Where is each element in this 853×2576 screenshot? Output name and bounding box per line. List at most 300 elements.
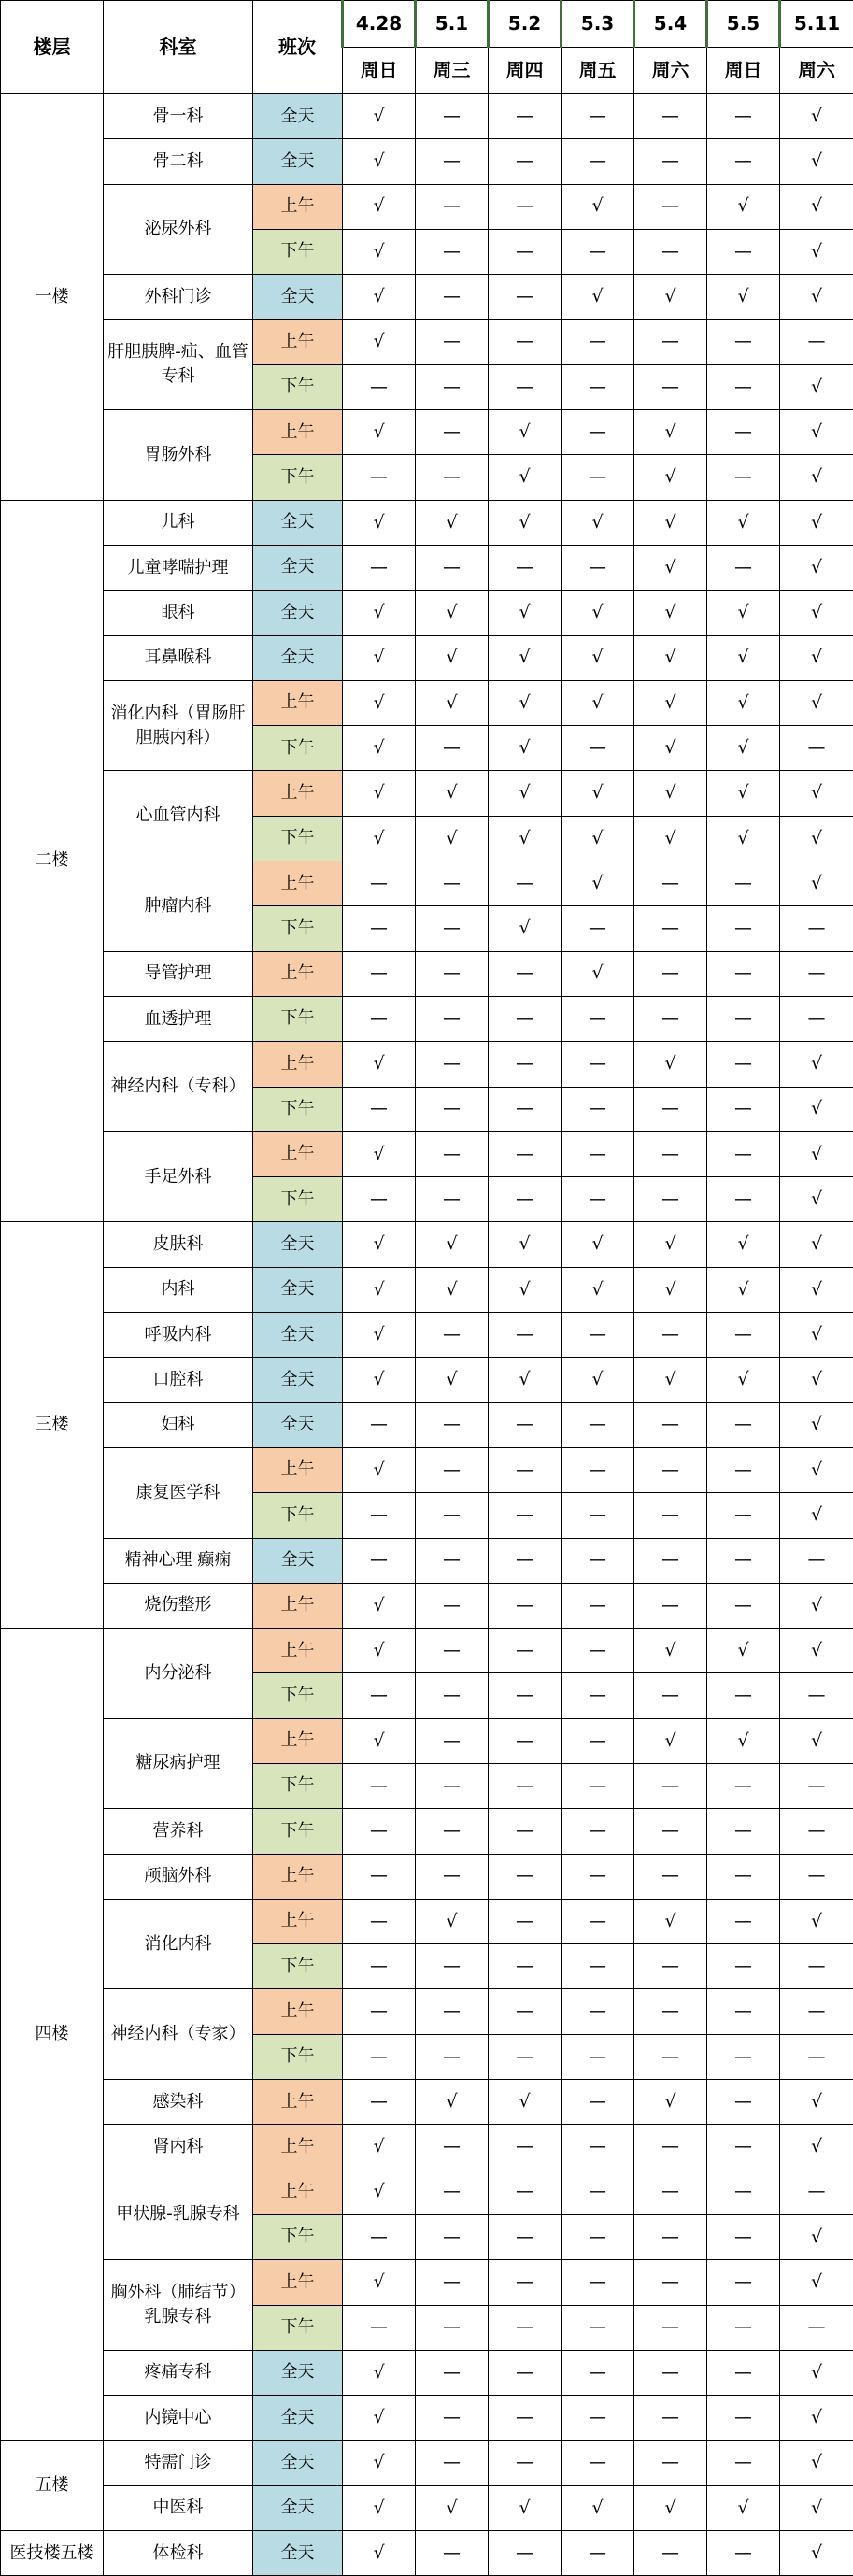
dept-cell: 体检科 — [104, 2531, 253, 2576]
availability-cell: √ — [780, 1583, 853, 1628]
availability-cell: — — [634, 184, 707, 229]
availability-cell: — — [707, 1313, 780, 1358]
availability-cell: — — [489, 1673, 562, 1718]
availability-cell: √ — [634, 275, 707, 320]
availability-cell: √ — [562, 591, 634, 635]
table-row — [1, 1854, 853, 1899]
availability-cell: √ — [416, 771, 489, 816]
dept-cell: 胃肠外科 — [104, 410, 253, 501]
availability-cell: √ — [343, 1222, 416, 1267]
availability-cell: — — [562, 2441, 634, 2485]
availability-cell: — — [634, 2125, 707, 2170]
availability-cell: √ — [416, 2485, 489, 2530]
availability-cell: — — [489, 861, 562, 906]
date-header: 4.28 — [343, 1, 416, 48]
availability-cell: — — [707, 2034, 780, 2079]
table-row — [1, 1809, 853, 1854]
dept-cell: 颅脑外科 — [104, 1854, 253, 1899]
availability-cell: √ — [343, 2125, 416, 2170]
availability-cell: √ — [562, 816, 634, 861]
availability-cell: √ — [343, 2396, 416, 2441]
availability-cell: √ — [707, 1718, 780, 1763]
availability-cell: √ — [416, 2080, 489, 2125]
availability-cell: — — [707, 229, 780, 274]
availability-cell: — — [707, 545, 780, 590]
availability-cell: √ — [343, 184, 416, 229]
availability-cell: √ — [634, 726, 707, 771]
availability-cell: √ — [634, 410, 707, 455]
table-row — [1, 1042, 853, 1087]
availability-cell: — — [343, 1493, 416, 1538]
availability-cell: — — [416, 2260, 489, 2305]
availability-cell: — — [343, 951, 416, 996]
availability-cell: — — [780, 996, 853, 1041]
availability-cell: √ — [634, 2485, 707, 2530]
availability-cell: √ — [707, 680, 780, 725]
shift-cell: 下午 — [253, 906, 343, 951]
availability-cell: √ — [634, 1629, 707, 1673]
availability-cell: — — [416, 2305, 489, 2350]
availability-cell: — — [562, 1042, 634, 1087]
availability-cell: — — [562, 1718, 634, 1763]
availability-cell: — — [707, 2125, 780, 2170]
availability-cell: — — [416, 2034, 489, 2079]
availability-cell: √ — [343, 2441, 416, 2485]
availability-cell: √ — [343, 1267, 416, 1312]
availability-cell: — — [562, 1447, 634, 1492]
dept-cell: 妇科 — [104, 1402, 253, 1447]
availability-cell: √ — [707, 816, 780, 861]
availability-cell: — — [416, 1673, 489, 1718]
availability-cell: — — [562, 2350, 634, 2395]
availability-cell: — — [780, 1673, 853, 1718]
availability-cell: — — [780, 726, 853, 771]
availability-cell: √ — [343, 139, 416, 184]
availability-cell: √ — [780, 500, 853, 545]
shift-cell: 下午 — [253, 1493, 343, 1538]
availability-cell: — — [562, 1629, 634, 1673]
availability-cell: — — [634, 1493, 707, 1538]
table-row — [1, 2485, 853, 2530]
availability-cell: — — [707, 455, 780, 500]
dept-cell: 皮肤科 — [104, 1222, 253, 1267]
floor-header: 楼层 — [1, 1, 104, 94]
availability-cell: — — [707, 2170, 780, 2214]
availability-cell: √ — [780, 1087, 853, 1131]
availability-cell: — — [489, 364, 562, 409]
availability-cell: — — [707, 1673, 780, 1718]
table-row — [1, 545, 853, 590]
availability-cell: — — [562, 726, 634, 771]
availability-cell: — — [707, 1583, 780, 1628]
availability-cell: — — [489, 2125, 562, 2170]
availability-cell: — — [416, 94, 489, 139]
table-row — [1, 2396, 853, 2441]
shift-cell: 下午 — [253, 1177, 343, 1222]
availability-cell: — — [707, 1538, 780, 1583]
availability-cell: — — [780, 320, 853, 364]
availability-cell: — — [707, 94, 780, 139]
availability-cell: — — [634, 229, 707, 274]
availability-cell: — — [707, 1131, 780, 1176]
availability-cell: √ — [780, 410, 853, 455]
availability-cell: √ — [780, 94, 853, 139]
availability-cell: √ — [634, 680, 707, 725]
availability-cell: √ — [343, 591, 416, 635]
availability-cell: √ — [343, 635, 416, 680]
availability-cell: — — [343, 906, 416, 951]
floor-cell: 三楼 — [1, 1222, 104, 1629]
table-row — [1, 1402, 853, 1447]
availability-cell: — — [634, 2396, 707, 2441]
availability-cell: √ — [780, 1222, 853, 1267]
availability-cell: — — [780, 951, 853, 996]
shift-cell: 下午 — [253, 726, 343, 771]
table-row — [1, 1447, 853, 1492]
availability-cell: √ — [634, 816, 707, 861]
availability-cell: √ — [343, 771, 416, 816]
floor-cell: 医技楼五楼 — [1, 2531, 104, 2576]
floor-cell: 一楼 — [1, 94, 104, 501]
dept-cell: 外科门诊 — [104, 275, 253, 320]
availability-cell: — — [634, 996, 707, 1041]
availability-cell: — — [489, 996, 562, 1041]
table-row — [1, 1583, 853, 1628]
availability-cell: — — [489, 2170, 562, 2214]
shift-cell: 上午 — [253, 951, 343, 996]
dept-cell: 感染科 — [104, 2080, 253, 2125]
availability-cell: √ — [343, 320, 416, 364]
availability-cell: — — [416, 2350, 489, 2395]
availability-cell: √ — [562, 951, 634, 996]
availability-cell: — — [707, 410, 780, 455]
availability-cell: — — [416, 996, 489, 1041]
table-row — [1, 1222, 853, 1267]
table-row — [1, 1989, 853, 2034]
availability-cell: — — [343, 1899, 416, 1943]
availability-cell: — — [634, 2214, 707, 2259]
availability-cell: — — [634, 2034, 707, 2079]
dept-cell: 肝胆胰脾-疝、血管专科 — [104, 320, 253, 410]
availability-cell: — — [707, 364, 780, 409]
dept-cell: 糖尿病护理 — [104, 1718, 253, 1809]
availability-cell: √ — [780, 545, 853, 590]
availability-cell: √ — [489, 816, 562, 861]
shift-cell: 全天 — [253, 1267, 343, 1312]
availability-cell: √ — [780, 1447, 853, 1492]
shift-cell: 全天 — [253, 2396, 343, 2441]
availability-cell: √ — [343, 1718, 416, 1763]
availability-cell: √ — [416, 816, 489, 861]
availability-cell: — — [634, 1989, 707, 2034]
availability-cell: — — [343, 1989, 416, 2034]
availability-cell: √ — [416, 1358, 489, 1402]
availability-cell: — — [416, 1042, 489, 1087]
availability-cell: √ — [707, 500, 780, 545]
availability-cell: — — [416, 1944, 489, 1989]
dept-cell: 肿瘤内科 — [104, 861, 253, 952]
availability-cell: — — [634, 1763, 707, 1808]
availability-cell: — — [780, 1989, 853, 2034]
availability-cell: √ — [416, 1899, 489, 1943]
availability-cell: — — [489, 2531, 562, 2576]
availability-cell: — — [707, 2441, 780, 2485]
availability-cell: — — [416, 1538, 489, 1583]
availability-cell: — — [343, 1087, 416, 1131]
availability-cell: — — [489, 229, 562, 274]
availability-cell: — — [343, 2305, 416, 2350]
shift-cell: 上午 — [253, 320, 343, 364]
dept-cell: 骨二科 — [104, 139, 253, 184]
availability-cell: √ — [562, 2485, 634, 2530]
shift-cell: 下午 — [253, 364, 343, 409]
dept-cell: 神经内科（专家） — [104, 1989, 253, 2080]
availability-cell: √ — [707, 275, 780, 320]
shift-cell: 上午 — [253, 1854, 343, 1899]
availability-cell: — — [634, 1854, 707, 1899]
availability-cell: — — [416, 1493, 489, 1538]
availability-cell: — — [707, 2080, 780, 2125]
table-row — [1, 680, 853, 725]
date-header: 5.3 — [562, 1, 634, 48]
availability-cell: — — [562, 1402, 634, 1447]
availability-cell: √ — [634, 545, 707, 590]
availability-cell: √ — [343, 94, 416, 139]
shift-cell: 上午 — [253, 410, 343, 455]
shift-cell: 上午 — [253, 1629, 343, 1673]
date-header: 5.2 — [489, 1, 562, 48]
availability-cell: — — [562, 1763, 634, 1808]
availability-cell: — — [562, 2305, 634, 2350]
availability-cell: √ — [780, 364, 853, 409]
availability-cell: — — [562, 1989, 634, 2034]
availability-cell: — — [489, 1629, 562, 1673]
table-row — [1, 184, 853, 229]
availability-cell: √ — [343, 1131, 416, 1176]
dept-cell: 耳鼻喉科 — [104, 635, 253, 680]
shift-cell: 下午 — [253, 1763, 343, 1808]
availability-cell: — — [562, 906, 634, 951]
availability-cell: √ — [489, 1222, 562, 1267]
availability-cell: √ — [780, 229, 853, 274]
availability-cell: √ — [780, 139, 853, 184]
availability-cell: — — [489, 1718, 562, 1763]
table-row — [1, 771, 853, 816]
availability-cell: — — [489, 1042, 562, 1087]
availability-cell: √ — [343, 275, 416, 320]
availability-cell: — — [416, 861, 489, 906]
availability-cell: — — [634, 906, 707, 951]
availability-cell: √ — [780, 2441, 853, 2485]
shift-cell: 下午 — [253, 2305, 343, 2350]
availability-cell: √ — [489, 1267, 562, 1312]
shift-cell: 上午 — [253, 2260, 343, 2305]
availability-cell: — — [416, 455, 489, 500]
shift-cell: 上午 — [253, 1718, 343, 1763]
weekday-header: 周六 — [780, 48, 853, 94]
availability-cell: √ — [416, 635, 489, 680]
availability-cell: √ — [780, 771, 853, 816]
availability-cell: — — [780, 1944, 853, 1989]
availability-cell: — — [562, 1087, 634, 1131]
availability-cell: — — [416, 1583, 489, 1628]
availability-cell: — — [634, 364, 707, 409]
availability-cell: — — [562, 410, 634, 455]
dept-cell: 呼吸内科 — [104, 1313, 253, 1358]
shift-cell: 全天 — [253, 1402, 343, 1447]
availability-cell: √ — [707, 635, 780, 680]
availability-cell: — — [634, 2531, 707, 2576]
dept-cell: 甲状腺-乳腺专科 — [104, 2170, 253, 2260]
dept-cell: 眼科 — [104, 591, 253, 635]
availability-cell: — — [562, 1673, 634, 1718]
availability-cell: — — [416, 2170, 489, 2214]
availability-cell: — — [562, 1899, 634, 1943]
availability-cell: — — [416, 2531, 489, 2576]
availability-cell: — — [416, 906, 489, 951]
availability-cell: √ — [780, 635, 853, 680]
availability-cell: √ — [562, 771, 634, 816]
dept-cell: 胸外科（肺结节）乳腺专科 — [104, 2260, 253, 2351]
availability-cell: √ — [416, 591, 489, 635]
availability-cell: √ — [343, 2170, 416, 2214]
dept-cell: 精神心理 癫痫 — [104, 1538, 253, 1583]
shift-cell: 上午 — [253, 184, 343, 229]
schedule-body — [1, 94, 853, 2576]
availability-cell: — — [707, 2396, 780, 2441]
availability-cell: √ — [780, 2080, 853, 2125]
availability-cell: — — [634, 1809, 707, 1854]
availability-cell: — — [416, 1854, 489, 1899]
availability-cell: √ — [780, 1402, 853, 1447]
availability-cell: √ — [343, 1447, 416, 1492]
availability-cell: — — [634, 2305, 707, 2350]
availability-cell: √ — [343, 410, 416, 455]
availability-cell: √ — [562, 1358, 634, 1402]
table-row — [1, 500, 853, 545]
availability-cell: — — [343, 1673, 416, 1718]
availability-cell: — — [343, 545, 416, 590]
availability-cell: — — [562, 320, 634, 364]
shift-cell: 全天 — [253, 591, 343, 635]
availability-cell: √ — [780, 591, 853, 635]
table-row — [1, 1131, 853, 1176]
availability-cell: — — [562, 1944, 634, 1989]
availability-cell: √ — [707, 1629, 780, 1673]
dept-cell: 骨一科 — [104, 94, 253, 139]
availability-cell: √ — [780, 2350, 853, 2395]
availability-cell: √ — [634, 1042, 707, 1087]
availability-cell: — — [562, 455, 634, 500]
availability-cell: — — [416, 1447, 489, 1492]
availability-cell: — — [416, 545, 489, 590]
availability-cell: — — [489, 1899, 562, 1943]
availability-cell: √ — [707, 1267, 780, 1312]
availability-cell: — — [416, 229, 489, 274]
availability-cell: √ — [634, 1718, 707, 1763]
availability-cell: √ — [343, 1629, 416, 1673]
dept-cell: 康复医学科 — [104, 1447, 253, 1538]
availability-cell: — — [780, 2034, 853, 2079]
availability-cell: — — [707, 1447, 780, 1492]
dept-cell: 消化内科 — [104, 1899, 253, 1989]
table-row — [1, 410, 853, 455]
availability-cell: √ — [707, 591, 780, 635]
availability-cell: √ — [416, 680, 489, 725]
shift-cell: 全天 — [253, 2441, 343, 2485]
dept-cell: 消化内科（胃肠肝胆胰内科） — [104, 680, 253, 771]
availability-cell: √ — [343, 1358, 416, 1402]
availability-cell: — — [562, 229, 634, 274]
availability-cell: — — [780, 1538, 853, 1583]
dept-cell: 神经内科（专科） — [104, 1042, 253, 1132]
availability-cell: √ — [562, 184, 634, 229]
dept-cell: 中医科 — [104, 2485, 253, 2530]
availability-cell: — — [707, 1763, 780, 1808]
availability-cell: — — [416, 2396, 489, 2441]
dept-cell: 烧伤整形 — [104, 1583, 253, 1628]
dept-cell: 疼痛专科 — [104, 2350, 253, 2395]
availability-cell: — — [489, 1493, 562, 1538]
availability-cell: — — [707, 861, 780, 906]
availability-cell: — — [707, 1402, 780, 1447]
weekday-header: 周四 — [489, 48, 562, 94]
availability-cell: √ — [562, 635, 634, 680]
availability-cell: — — [780, 2170, 853, 2214]
availability-cell: — — [707, 139, 780, 184]
availability-cell: — — [489, 1854, 562, 1899]
availability-cell: — — [562, 2170, 634, 2214]
availability-cell: — — [416, 2214, 489, 2259]
availability-cell: — — [489, 951, 562, 996]
table-row — [1, 2170, 853, 2214]
table-row — [1, 94, 853, 139]
shift-cell: 下午 — [253, 2034, 343, 2079]
availability-cell: — — [707, 1899, 780, 1943]
dept-cell: 内分泌科 — [104, 1629, 253, 1719]
table-row — [1, 2260, 853, 2305]
availability-cell: √ — [634, 500, 707, 545]
availability-cell: √ — [634, 455, 707, 500]
floor-cell: 四楼 — [1, 1629, 104, 2441]
availability-cell: — — [416, 1763, 489, 1808]
shift-cell: 下午 — [253, 996, 343, 1041]
availability-cell: √ — [343, 2350, 416, 2395]
availability-cell: √ — [634, 591, 707, 635]
weekday-header: 周六 — [634, 48, 707, 94]
shift-cell: 全天 — [253, 2350, 343, 2395]
availability-cell: — — [707, 2531, 780, 2576]
availability-cell: — — [489, 2441, 562, 2485]
availability-cell: √ — [489, 771, 562, 816]
availability-cell: — — [707, 1493, 780, 1538]
availability-cell: — — [489, 1989, 562, 2034]
availability-cell: √ — [634, 1267, 707, 1312]
availability-cell: — — [780, 2305, 853, 2350]
date-header: 5.11 — [780, 1, 853, 48]
availability-cell: — — [489, 2214, 562, 2259]
availability-cell: √ — [780, 861, 853, 906]
availability-cell: √ — [780, 2531, 853, 2576]
availability-cell: √ — [634, 635, 707, 680]
availability-cell: √ — [343, 680, 416, 725]
availability-cell: √ — [489, 726, 562, 771]
availability-cell: √ — [562, 680, 634, 725]
availability-cell: — — [343, 1809, 416, 1854]
availability-cell: — — [634, 1177, 707, 1222]
shift-cell: 上午 — [253, 2080, 343, 2125]
availability-cell: — — [416, 364, 489, 409]
